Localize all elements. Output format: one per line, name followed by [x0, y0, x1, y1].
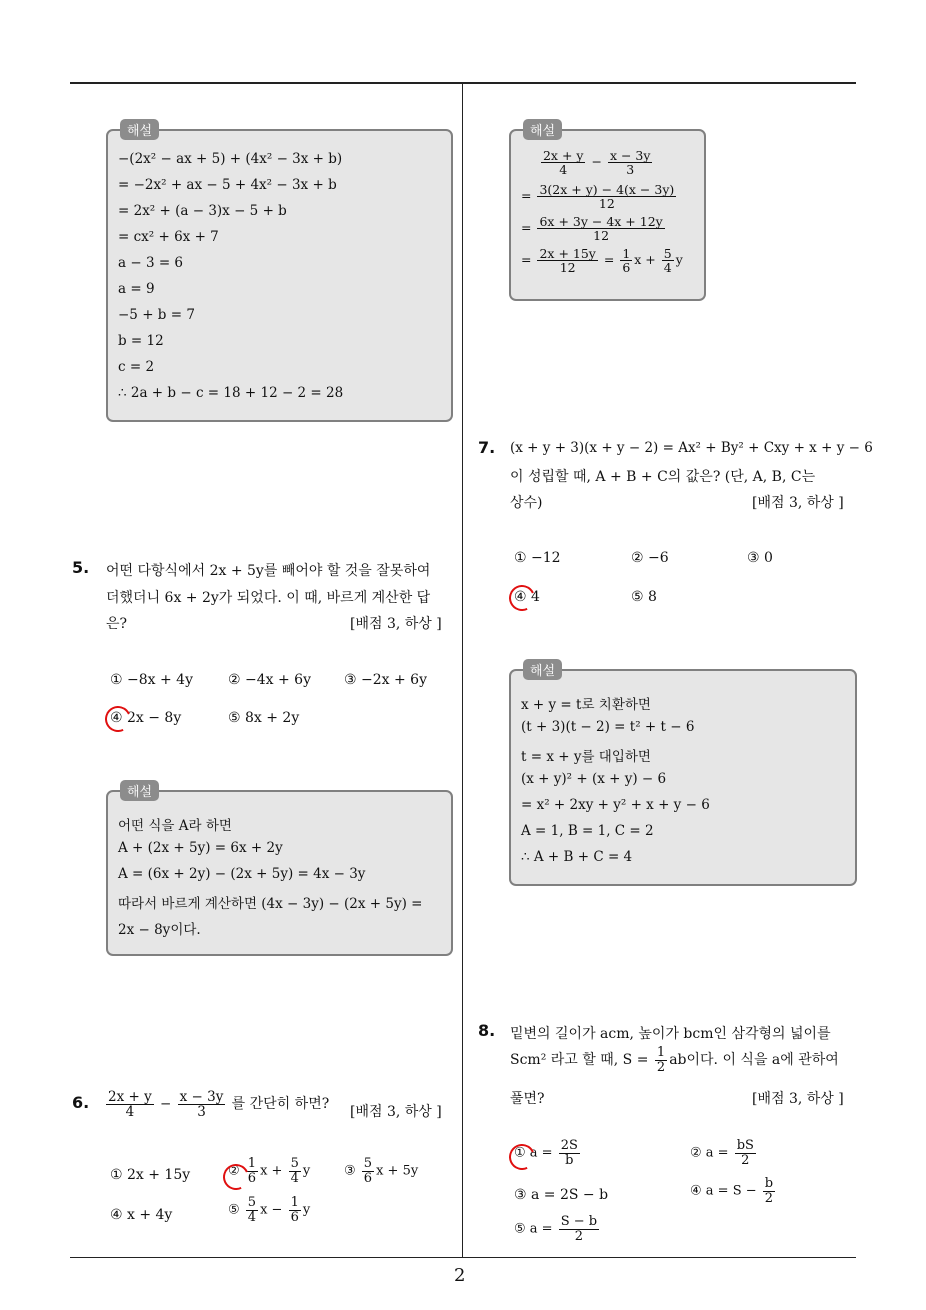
answer-mark	[101, 702, 134, 735]
solution-line: −(2x² − ax + 5) + (4x² − 3x + b)	[118, 151, 343, 167]
bottom-rule	[70, 1257, 856, 1258]
score-label: [배점 3, 하상 ]	[752, 1091, 844, 1107]
question-number: 6.	[72, 1093, 90, 1112]
fraction: $\frac{2S}{b}$	[560, 1138, 578, 1168]
option-1[interactable]: ① −12	[514, 550, 561, 566]
fraction: $\frac{2x + y}{4}$	[108, 1089, 152, 1121]
solution-line: $\frac{2x + y}{4}$ − $\frac{x - 3y}{3}$	[542, 148, 651, 178]
question-text: $\frac{2x + y}{4}$ − $\frac{x - 3y}{3}$ 를 간단히 하면?	[108, 1089, 330, 1121]
option-5[interactable]: ⑤ a = $\frac{S - b}{2}$	[514, 1214, 598, 1244]
option-3[interactable]: ③ −2x + 6y	[344, 672, 427, 688]
page-number: 2	[454, 1265, 466, 1286]
fraction: $\frac{5}{6}$	[363, 1156, 373, 1186]
fraction: $\frac{1}{2}$	[656, 1045, 666, 1075]
score-label: [배점 3, 하상 ]	[752, 495, 844, 511]
solution-tag: 해설	[523, 659, 562, 680]
score-label: [배점 3, 하상 ]	[350, 616, 442, 632]
option-4[interactable]: ④ 2x − 8y	[110, 710, 182, 726]
solution-line: 어떤 식을 A라 하면	[118, 818, 232, 834]
option-1[interactable]: ① 2x + 15y	[110, 1167, 191, 1183]
option-3[interactable]: ③ 0	[747, 550, 773, 566]
fraction: $\frac{S - b}{2}$	[560, 1214, 598, 1244]
fraction: $\frac{2x + y}{4}$	[542, 148, 584, 178]
question-text: 밑변의 길이가 acm, 높이가 bcm인 삼각형의 넓이를	[510, 1026, 831, 1042]
fraction: $\frac{5}{4}$	[290, 1156, 299, 1186]
fraction: $\frac{5}{4}$	[663, 246, 672, 276]
fraction: $\frac{x - 3y}{3}$	[609, 148, 651, 178]
answer-mark	[505, 581, 538, 614]
solution-line: = $\frac{3(2x + y) - 4(x - 3y)}{12}$	[521, 182, 675, 212]
option-1[interactable]: ① a = $\frac{2S}{b}$	[514, 1138, 578, 1168]
solution-line: a = 9	[118, 281, 155, 297]
option-3[interactable]: ③ $\frac{5}{6}$ x + 5y	[344, 1156, 419, 1186]
question-text: (x + y + 3)(x + y − 2) = Ax² + By² + Cxy + x + y − 6	[510, 440, 873, 456]
solution-line: = x² + 2xy + y² + x + y − 6	[521, 797, 710, 813]
question-text: 은?	[106, 616, 128, 632]
solution-tag: 해설	[120, 119, 159, 140]
solution-line: = 2x² + (a − 3)x − 5 + b	[118, 203, 287, 219]
question-text: 이 성립할 때, A + B + C의 값은? (단, A, B, C는	[510, 469, 816, 485]
fraction: $\frac{1}{6}$	[290, 1195, 299, 1225]
fraction: $\frac{5}{4}$	[247, 1195, 257, 1225]
fraction: $\frac{b}{2}$	[764, 1176, 774, 1206]
fraction: $\frac{bS}{2}$	[736, 1138, 754, 1168]
fraction: $\frac{1}{6}$	[622, 246, 631, 276]
solution-box-7	[509, 664, 857, 886]
question-text: 어떤 다항식에서 2x + 5y를 빼어야 할 것을 잘못하여	[106, 563, 431, 579]
question-number: 7.	[478, 438, 496, 457]
option-4[interactable]: ④ a = S − $\frac{b}{2}$	[690, 1176, 774, 1206]
solution-line: (x + y)² + (x + y) − 6	[521, 771, 667, 787]
option-1[interactable]: ① −8x + 4y	[110, 672, 193, 688]
solution-line: = $\frac{2x + 15y}{12}$ = $\frac{1}{6}$ x + $\frac{5}{4}$ y	[521, 246, 683, 276]
score-label: [배점 3, 하상 ]	[350, 1104, 442, 1120]
solution-line: 2x − 8y이다.	[118, 922, 201, 938]
solution-line: = cx² + 6x + 7	[118, 229, 219, 245]
solution-line: c = 2	[118, 359, 155, 375]
option-5[interactable]: ⑤ 8x + 2y	[228, 710, 300, 726]
option-4[interactable]: ④ x + 4y	[110, 1207, 173, 1223]
option-3[interactable]: ③ a = 2S − b	[514, 1187, 609, 1203]
question-text: 풀면?	[510, 1091, 545, 1107]
option-4[interactable]: ④ 4	[514, 589, 540, 605]
option-2[interactable]: ② −6	[631, 550, 669, 566]
solution-line: ∴ 2a + b − c = 18 + 12 − 2 = 28	[118, 385, 344, 401]
solution-line: = $\frac{6x + 3y - 4x + 12y}{12}$	[521, 214, 663, 244]
option-5[interactable]: ⑤ 8	[631, 589, 657, 605]
solution-line: A + (2x + 5y) = 6x + 2y	[118, 840, 283, 856]
solution-line: (t + 3)(t − 2) = t² + t − 6	[521, 719, 695, 735]
solution-line: = −2x² + ax − 5 + 4x² − 3x + b	[118, 177, 337, 193]
question-text: 더했더니 6x + 2y가 되었다. 이 때, 바르게 계산한 답	[106, 590, 431, 606]
option-2[interactable]: ② $\frac{1}{6}$ x + $\frac{5}{4}$ y	[228, 1156, 311, 1186]
solution-line: a − 3 = 6	[118, 255, 184, 271]
question-text: 상수)	[510, 495, 543, 511]
fraction: $\frac{6x + 3y - 4x + 12y}{12}$	[539, 214, 663, 244]
solution-line: A = 1, B = 1, C = 2	[521, 823, 654, 839]
column-divider	[462, 84, 463, 1258]
solution-line: A = (6x + 2y) − (2x + 5y) = 4x − 3y	[118, 866, 366, 882]
option-2[interactable]: ② −4x + 6y	[228, 672, 311, 688]
solution-line: t = x + y를 대입하면	[521, 749, 651, 765]
solution-line: b = 12	[118, 333, 164, 349]
fraction: $\frac{1}{6}$	[247, 1156, 257, 1186]
solution-box-6	[509, 124, 706, 301]
solution-tag: 해설	[523, 119, 562, 140]
solution-line: 따라서 바르게 계산하면 (4x − 3y) − (2x + 5y) =	[118, 896, 423, 912]
fraction: $\frac{3(2x + y) - 4(x - 3y)}{12}$	[539, 182, 675, 212]
solution-line: −5 + b = 7	[118, 307, 195, 323]
option-2[interactable]: ② a = $\frac{bS}{2}$	[690, 1138, 754, 1168]
top-rule	[70, 82, 856, 84]
solution-line: x + y = t로 치환하면	[521, 697, 651, 713]
fraction: $\frac{2x + 15y}{12}$	[539, 246, 596, 276]
question-text: Scm² 라고 할 때, S = $\frac{1}{2}$ ab이다. 이 식을 a에 관하여	[510, 1045, 839, 1075]
solution-line: ∴ A + B + C = 4	[521, 849, 633, 865]
option-5[interactable]: ⑤ $\frac{5}{4}$ x − $\frac{1}{6}$ y	[228, 1195, 311, 1225]
question-number: 5.	[72, 558, 90, 577]
solution-box-5	[106, 785, 453, 956]
solution-box-4	[106, 124, 453, 422]
solution-tag: 해설	[120, 780, 159, 801]
question-number: 8.	[478, 1021, 496, 1040]
fraction: $\frac{x - 3y}{3}$	[179, 1089, 224, 1121]
